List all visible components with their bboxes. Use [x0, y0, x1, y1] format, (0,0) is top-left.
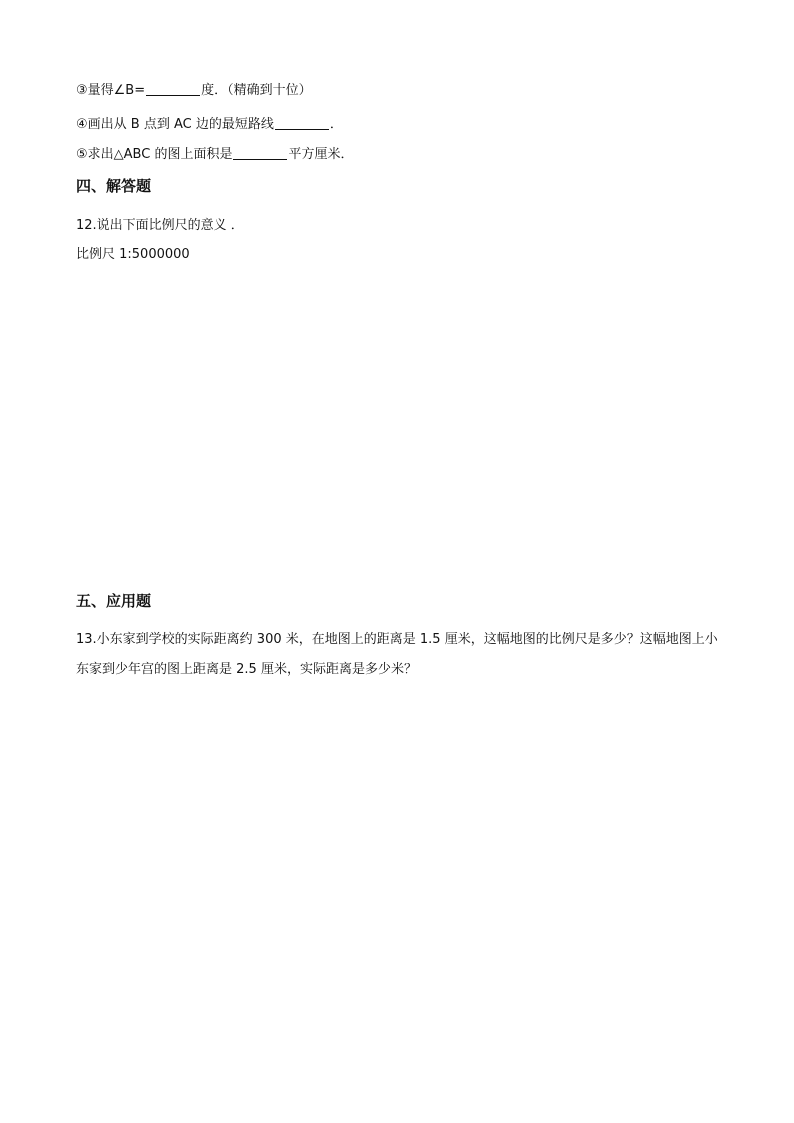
answer-blank-angle-b[interactable] [146, 81, 200, 96]
question-4-item [76, 115, 343, 135]
answer-blank-shortest-path[interactable] [275, 115, 329, 130]
question-5-item [76, 145, 353, 165]
answer-blank-area[interactable] [233, 145, 287, 160]
question-3-suffix: 度．（精确到十位） [201, 83, 312, 98]
section-4-title: 四、解答题 [76, 177, 152, 195]
question-12-scale: 比例尺 1:5000000 [76, 247, 190, 262]
question-4-suffix: ． [329, 117, 343, 132]
question-3-prefix: ③量得∠B= [76, 83, 146, 98]
question-3-item [76, 81, 312, 101]
question-12-text: 12.说出下面比例尺的意义 ． [76, 218, 244, 233]
question-13-text: 13.小东家到学校的实际距离约 300 米，在地图上的距离是 1.5 厘米，这幅地图的比例尺是多少？这幅地图上小东家到少年宫的图上距离是 2.5 厘米，实际距离是多少米？ [76, 632, 718, 677]
question-5-prefix: ⑤求出△ABC 的图上面积是 [76, 147, 233, 162]
section-5-title: 五、应用题 [76, 592, 152, 610]
question-5-suffix: 平方厘米． [288, 147, 354, 162]
question-4-prefix: ④画出从 B 点到 AC 边的最短路线 [76, 117, 274, 132]
